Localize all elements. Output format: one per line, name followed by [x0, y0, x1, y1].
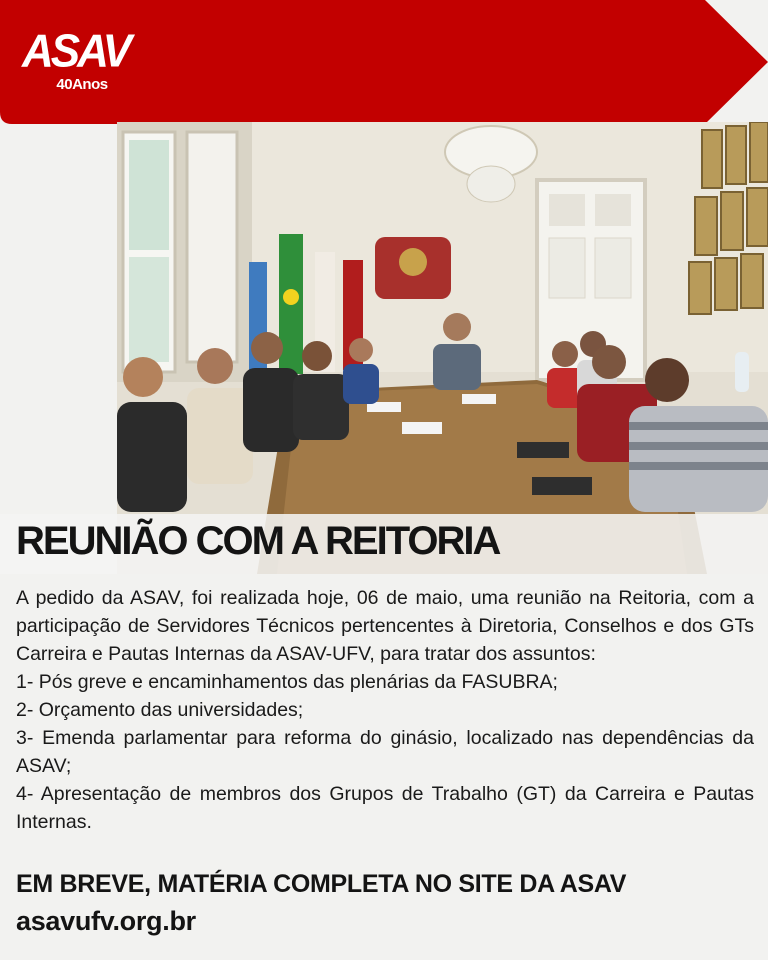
footer-cta: EM BREVE, MATÉRIA COMPLETA NO SITE DA ASAV — [16, 870, 627, 898]
headline: REUNIÃO COM A REITORIA — [16, 519, 500, 563]
meeting-room-illustration — [117, 122, 768, 574]
logo-subtext: 40Anos — [56, 76, 108, 93]
body-intro: A pedido da ASAV, foi realizada hoje, 06 de maio, uma reunião na Reitoria, com a participação de Servidores Técnicos pertencentes à Diretoria, Conselhos e dos GTs Carreira e Pautas Internas da ASAV-UFV, para tratar dos assuntos: — [16, 587, 754, 665]
list-item: 2- Orçamento das universidades; — [16, 699, 304, 721]
list-item: 3- Emenda parlamentar para reforma do ginásio, localizado nas dependências da ASAV; — [16, 727, 754, 777]
asav-logo — [22, 25, 129, 93]
list-item: 1- Pós greve e encaminhamentos das plenárias da FASUBRA; — [16, 671, 558, 693]
list-item: 4- Apresentação de membros dos Grupos de Trabalho (GT) da Carreira e Pautas Internas. — [16, 783, 754, 833]
logo-text: ASAV — [22, 25, 129, 78]
meeting-photo — [117, 122, 768, 574]
website-link[interactable]: asavufv.org.br — [16, 906, 196, 936]
article-body — [16, 584, 754, 836]
